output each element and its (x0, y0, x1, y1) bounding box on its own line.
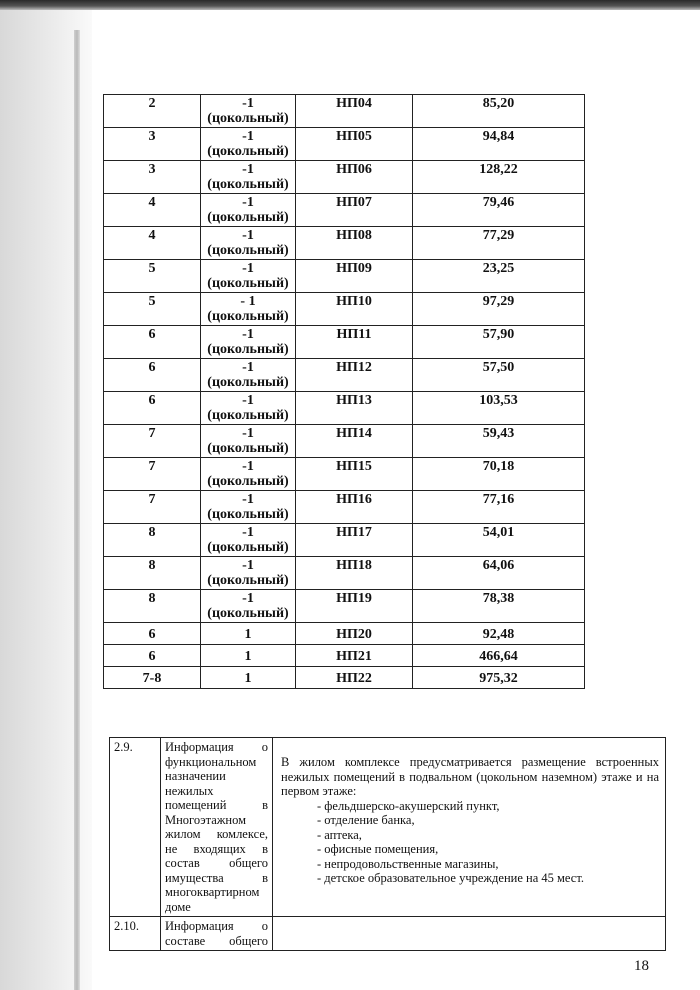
section-value: 8 (148, 525, 156, 540)
unit-value: НП18 (336, 558, 372, 573)
area-cell (413, 326, 585, 359)
section-cell (104, 95, 201, 128)
section-cell (104, 392, 201, 425)
area-cell (413, 260, 585, 293)
section-value: 5 (148, 261, 156, 276)
section-cell (104, 227, 201, 260)
unit-value: НП14 (336, 426, 372, 441)
section-cell (104, 458, 201, 491)
unit-value: НП05 (336, 129, 372, 144)
unit-cell (296, 667, 413, 689)
label-line: многоквартирном (165, 885, 260, 899)
page-fold (74, 30, 80, 990)
row-number: 2.10. (110, 917, 161, 951)
section-cell (104, 590, 201, 623)
unit-cell (296, 128, 413, 161)
area-value: 57,90 (482, 327, 515, 342)
section-value: 6 (148, 648, 156, 664)
label-line: функциональном (165, 754, 257, 769)
table-row (104, 491, 585, 524)
area-cell (413, 359, 585, 392)
section-cell (104, 359, 201, 392)
label-line: не входящих в (165, 841, 268, 856)
label-line: нежилых (165, 783, 214, 798)
info-table (109, 737, 666, 951)
unit-cell (296, 392, 413, 425)
row-description (273, 917, 666, 951)
section-cell (104, 623, 201, 645)
area-value: 975,32 (479, 670, 518, 686)
floor-note: (цокольный) (207, 111, 289, 126)
floor-note: (цокольный) (207, 507, 289, 522)
floor-value: 1 (244, 626, 252, 642)
section-value: 3 (148, 162, 156, 177)
section-cell (104, 491, 201, 524)
floor-value: - 1 (240, 294, 256, 309)
unit-value: НП22 (336, 670, 372, 686)
unit-cell (296, 524, 413, 557)
unit-cell (296, 458, 413, 491)
area-cell (413, 293, 585, 326)
info-row-2-9 (110, 738, 666, 917)
info-row-2-10 (110, 917, 666, 951)
section-cell (104, 645, 201, 667)
unit-value: НП17 (336, 525, 372, 540)
area-value: 59,43 (482, 426, 515, 441)
list-item: - фельдшерско-акушерский пункт, (317, 799, 659, 814)
table-row (104, 645, 585, 667)
units-table (103, 94, 585, 689)
section-value: 7 (148, 492, 156, 507)
floor-cell (201, 260, 296, 293)
floor-cell (201, 645, 296, 667)
table-row (104, 524, 585, 557)
section-value: 8 (148, 591, 156, 606)
table-row (104, 667, 585, 689)
unit-cell (296, 95, 413, 128)
table-row (104, 326, 585, 359)
list-item: - отделение банка, (317, 813, 659, 828)
table-row (104, 95, 585, 128)
floor-cell (201, 161, 296, 194)
section-cell (104, 667, 201, 689)
unit-cell (296, 590, 413, 623)
unit-value: НП11 (336, 327, 372, 342)
area-cell (413, 645, 585, 667)
section-cell (104, 161, 201, 194)
floor-value: -1 (242, 228, 254, 243)
unit-value: НП10 (336, 294, 372, 309)
table-row (104, 260, 585, 293)
floor-cell (201, 95, 296, 128)
label-line: доме (165, 899, 191, 914)
area-value: 77,16 (482, 492, 515, 507)
label-line: состав общего (165, 856, 268, 870)
section-value: 6 (148, 393, 156, 408)
table-row (104, 227, 585, 260)
floor-cell (201, 623, 296, 645)
floor-value: -1 (242, 591, 254, 606)
unit-value: НП06 (336, 162, 372, 177)
floor-note: (цокольный) (207, 474, 289, 489)
label-line: имущества в (165, 870, 268, 885)
floor-note: (цокольный) (207, 573, 289, 588)
floor-value: -1 (242, 525, 254, 540)
floor-note: (цокольный) (207, 276, 289, 291)
unit-value: НП12 (336, 360, 372, 375)
label-line: Информация о (165, 740, 268, 754)
area-value: 79,46 (482, 195, 515, 210)
label-line: Многоэтажном (165, 812, 247, 827)
floor-value: -1 (242, 327, 254, 342)
unit-cell (296, 194, 413, 227)
row-label (161, 738, 273, 917)
area-value: 54,01 (482, 525, 515, 540)
unit-cell (296, 326, 413, 359)
area-value: 128,22 (479, 162, 518, 177)
floor-note: (цокольный) (207, 375, 289, 390)
floor-cell (201, 359, 296, 392)
floor-cell (201, 194, 296, 227)
label-line: назначении (165, 769, 226, 783)
list-item: - детское образовательное учреждение на 45 мест. (317, 871, 659, 886)
floor-value: -1 (242, 393, 254, 408)
list-item: - офисные помещения, (317, 842, 659, 857)
floor-note: (цокольный) (207, 210, 289, 225)
area-value: 57,50 (482, 360, 515, 375)
unit-cell (296, 260, 413, 293)
area-cell (413, 623, 585, 645)
floor-cell (201, 293, 296, 326)
label-line: помещений в (165, 798, 268, 812)
section-value: 8 (148, 558, 156, 573)
floor-note: (цокольный) (207, 342, 289, 357)
table-row (104, 623, 585, 645)
floor-value: -1 (242, 558, 254, 573)
area-value: 23,25 (482, 261, 515, 276)
description-text: В жилом комплексе предусматривается размещение встроенных нежилых помещений в подвальном (цокольном наземном) этаже и на первом этаже: (281, 755, 659, 798)
floor-cell (201, 667, 296, 689)
section-value: 2 (148, 96, 156, 111)
units-table-body (104, 95, 585, 689)
unit-value: НП13 (336, 393, 372, 408)
floor-value: -1 (242, 162, 254, 177)
row-number: 2.9. (110, 738, 161, 917)
area-value: 64,06 (482, 558, 515, 573)
table-row (104, 359, 585, 392)
area-value: 70,18 (482, 459, 515, 474)
table-row (104, 557, 585, 590)
section-value: 7 (148, 459, 156, 474)
page-number: 18 (634, 958, 649, 974)
unit-value: НП19 (336, 591, 372, 606)
floor-cell (201, 128, 296, 161)
table-row (104, 293, 585, 326)
floor-cell (201, 425, 296, 458)
unit-value: НП04 (336, 96, 372, 111)
floor-value: -1 (242, 492, 254, 507)
area-value: 94,84 (482, 129, 515, 144)
area-value: 103,53 (479, 393, 518, 408)
section-value: 5 (148, 294, 156, 309)
section-cell (104, 293, 201, 326)
list-item: - аптека, (317, 828, 659, 843)
table-row (104, 425, 585, 458)
section-cell (104, 524, 201, 557)
unit-cell (296, 161, 413, 194)
area-value: 77,29 (482, 228, 515, 243)
area-cell (413, 667, 585, 689)
area-cell (413, 557, 585, 590)
unit-value: НП09 (336, 261, 372, 276)
area-cell (413, 95, 585, 128)
floor-note: (цокольный) (207, 408, 289, 423)
purpose-list (281, 799, 659, 886)
area-value: 466,64 (479, 648, 518, 664)
table-row (104, 458, 585, 491)
section-value: 3 (148, 129, 156, 144)
floor-cell (201, 590, 296, 623)
unit-cell (296, 425, 413, 458)
section-value: 4 (148, 195, 156, 210)
section-cell (104, 194, 201, 227)
floor-note: (цокольный) (207, 540, 289, 555)
floor-value: -1 (242, 129, 254, 144)
section-value: 6 (148, 626, 156, 642)
section-cell (104, 260, 201, 293)
floor-note: (цокольный) (207, 144, 289, 159)
row-label (161, 917, 273, 951)
floor-value: -1 (242, 96, 254, 111)
section-value: 4 (148, 228, 156, 243)
unit-cell (296, 623, 413, 645)
table-row (104, 194, 585, 227)
floor-value: -1 (242, 195, 254, 210)
area-cell (413, 128, 585, 161)
floor-cell (201, 491, 296, 524)
area-cell (413, 524, 585, 557)
floor-value: 1 (244, 670, 252, 686)
unit-value: НП08 (336, 228, 372, 243)
floor-value: 1 (244, 648, 252, 664)
area-value: 97,29 (482, 294, 515, 309)
unit-cell (296, 293, 413, 326)
floor-cell (201, 524, 296, 557)
floor-cell (201, 227, 296, 260)
unit-cell (296, 491, 413, 524)
label-line: жилом комлексе, (165, 827, 268, 841)
floor-cell (201, 458, 296, 491)
floor-value: -1 (242, 360, 254, 375)
area-cell (413, 425, 585, 458)
area-cell (413, 227, 585, 260)
floor-value: -1 (242, 426, 254, 441)
list-item: - непродовольственные магазины, (317, 857, 659, 872)
table-row (104, 128, 585, 161)
section-cell (104, 425, 201, 458)
area-cell (413, 392, 585, 425)
table-row (104, 392, 585, 425)
unit-cell (296, 645, 413, 667)
area-cell (413, 491, 585, 524)
floor-note: (цокольный) (207, 441, 289, 456)
scan-shadow-top (0, 0, 700, 10)
floor-note: (цокольный) (207, 606, 289, 621)
floor-note: (цокольный) (207, 177, 289, 192)
floor-cell (201, 392, 296, 425)
table-row (104, 590, 585, 623)
floor-note: (цокольный) (207, 243, 289, 258)
unit-cell (296, 227, 413, 260)
unit-value: НП07 (336, 195, 372, 210)
unit-value: НП15 (336, 459, 372, 474)
area-value: 92,48 (482, 626, 515, 642)
floor-note: (цокольный) (207, 309, 289, 324)
area-cell (413, 194, 585, 227)
floor-cell (201, 557, 296, 590)
area-cell (413, 458, 585, 491)
table-row (104, 161, 585, 194)
label-line: Информация о (165, 919, 268, 933)
area-value: 85,20 (482, 96, 515, 111)
row-description (273, 738, 666, 917)
floor-cell (201, 326, 296, 359)
unit-cell (296, 359, 413, 392)
section-value: 7 (148, 426, 156, 441)
section-value: 6 (148, 360, 156, 375)
section-value: 7-8 (142, 670, 162, 686)
section-cell (104, 128, 201, 161)
area-cell (413, 590, 585, 623)
section-value: 6 (148, 327, 156, 342)
area-cell (413, 161, 585, 194)
unit-cell (296, 557, 413, 590)
unit-value: НП21 (336, 648, 372, 664)
area-value: 78,38 (482, 591, 515, 606)
unit-value: НП20 (336, 626, 372, 642)
section-cell (104, 557, 201, 590)
section-cell (104, 326, 201, 359)
label-line: составе общего (165, 933, 268, 948)
floor-value: -1 (242, 459, 254, 474)
floor-value: -1 (242, 261, 254, 276)
unit-value: НП16 (336, 492, 372, 507)
